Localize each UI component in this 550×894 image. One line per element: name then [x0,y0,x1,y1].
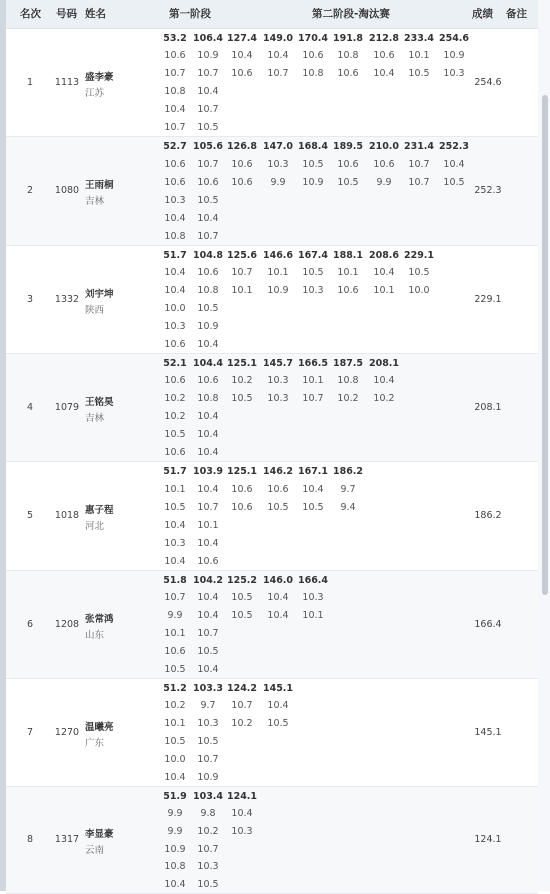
stage2-shot: 10.4 [267,50,289,62]
stage1-total: 51.9 [163,790,187,802]
stage1-shot: 10.6 [197,555,219,567]
stage1-shot: 10.4 [164,519,186,531]
athlete-province: 陕西 [85,304,105,316]
score-cell: 252.3 [474,185,502,196]
stage2-shot: 10.7 [302,393,324,405]
stage1-shot: 10.5 [197,303,219,315]
stage1-shot: 10.4 [197,428,219,440]
stage1-shot: 10.4 [197,610,219,622]
stage2-shot: 10.4 [231,808,253,820]
table-body [6,29,538,894]
stage1-shot: 10.2 [164,393,186,405]
stage1-shot: 10.8 [164,861,186,873]
stage1-shot: 9.9 [167,825,183,837]
number-cell: 1113 [54,76,80,88]
stage1-shot: 10.5 [197,878,219,890]
athlete-province: 山东 [85,629,105,641]
number-cell: 1270 [54,726,80,738]
number-cell: 1080 [54,185,80,196]
stage1-shot: 10.9 [164,843,186,855]
stage2-total: 187.5 [332,357,364,369]
stage1-shot: 10.6 [164,50,186,62]
stage2-total: 233.4 [403,32,435,44]
stage1-shot: 10.9 [197,50,219,62]
stage1-shot: 10.7 [197,753,219,765]
stage1-shot: 10.3 [164,320,186,332]
stage2-shot: 10.7 [231,700,253,712]
stage2-total: 124.1 [226,790,258,802]
stage1-shot: 10.4 [197,446,219,458]
stage2-total: 147.0 [262,140,294,152]
stage1-shot: 10.4 [197,537,219,549]
score-cell: 229.1 [474,293,502,305]
number-cell: 1317 [54,834,80,845]
stage1-shot: 10.3 [197,861,219,873]
rank-cell: 5 [26,510,34,521]
stage2-total: 167.1 [297,465,329,477]
stage2-shot: 10.5 [302,267,324,279]
athlete-name: 温曦亮 [85,721,114,733]
stage2-total: 208.6 [368,249,400,261]
stage2-total: 127.4 [226,32,258,44]
rank-cell: 2 [26,185,34,196]
stage2-shot: 10.4 [267,610,289,622]
stage2-shot: 10.6 [267,483,289,495]
table-header [6,0,538,29]
stage2-total: 168.4 [297,140,329,152]
stage2-total: 125.6 [226,249,258,261]
stage1-shot: 10.4 [164,212,186,224]
stage2-total: 146.2 [262,465,294,477]
stage2-shot: 10.5 [267,718,289,730]
stage1-shot: 10.1 [164,483,186,495]
stage2-shot: 10.4 [231,50,253,62]
stage2-shot: 10.2 [231,375,253,387]
stage1-shot: 10.4 [164,285,186,297]
stage1-shot: 10.5 [197,645,219,657]
stage1-shot: 10.9 [197,771,219,783]
stage2-shot: 10.1 [267,267,289,279]
stage2-shot: 9.9 [270,176,286,188]
table-row [6,246,538,354]
stage2-total: 149.0 [262,32,294,44]
stage2-shot: 10.5 [443,176,465,188]
stage2-shot: 10.2 [373,393,395,405]
stage1-shot: 10.4 [197,483,219,495]
stage2-shot: 10.1 [302,610,324,622]
number-cell: 1079 [54,401,80,413]
score-cell: 186.2 [474,510,502,521]
stage2-total: 125.1 [226,465,258,477]
stage2-shot: 10.3 [267,393,289,405]
stage2-total: 208.1 [368,357,400,369]
stage2-shot: 10.6 [373,158,395,170]
athlete-name: 王铭昊 [85,396,114,408]
stage1-shot: 10.1 [164,718,186,730]
table-row [6,571,538,679]
header-score: 成绩 [472,8,493,20]
stage1-shot: 10.5 [164,663,186,675]
stage2-shot: 10.2 [337,393,359,405]
stage1-shot: 10.6 [164,338,186,350]
stage1-shot: 10.7 [197,230,219,242]
stage1-shot: 10.2 [164,700,186,712]
stage2-shot: 10.4 [443,158,465,170]
stage2-shot: 10.6 [373,50,395,62]
stage2-total: 188.1 [332,249,364,261]
athlete-province: 河北 [85,521,105,532]
stage1-shot: 10.4 [164,267,186,279]
stage1-shot: 10.5 [164,736,186,748]
stage1-shot: 10.3 [164,194,186,206]
stage2-shot: 10.6 [231,158,253,170]
stage1-shot: 10.4 [197,338,219,350]
stage2-shot: 10.7 [408,176,430,188]
stage1-total: 52.7 [163,140,187,152]
table-row [6,137,538,246]
stage2-total: 231.4 [403,140,435,152]
stage2-shot: 10.3 [302,592,324,604]
stage2-shot: 10.5 [302,158,324,170]
athlete-name: 刘宇坤 [85,288,114,300]
athlete-name: 李显豪 [85,829,114,840]
stage2-shot: 10.6 [231,68,253,80]
stage1-shot: 9.9 [167,808,183,820]
stage1-shot: 10.7 [197,103,219,115]
table-row [6,29,538,137]
athlete-province: 吉林 [85,412,105,424]
stage2-shot: 10.4 [373,375,395,387]
stage1-shot: 10.2 [164,411,186,423]
stage1-total: 51.8 [163,574,187,586]
stage2-shot: 10.9 [267,285,289,297]
stage2-shot: 10.5 [267,501,289,513]
stage2-shot: 10.6 [231,483,253,495]
stage2-total: 145.7 [262,357,294,369]
stage2-shot: 10.5 [337,176,359,188]
number-cell: 1208 [54,618,80,630]
number-cell: 1018 [54,510,80,521]
stage1-shot: 10.8 [164,86,186,98]
stage1-shot: 10.4 [197,411,219,423]
athlete-province: 广东 [85,737,105,749]
stage2-shot: 9.4 [340,501,356,513]
stage1-shot: 10.7 [164,68,186,80]
stage1-shot: 10.0 [164,753,186,765]
stage2-shot: 10.6 [302,50,324,62]
stage2-shot: 10.7 [267,68,289,80]
rank-cell: 6 [26,618,34,630]
stage1-shot: 10.5 [197,736,219,748]
stage1-shot: 10.6 [164,375,186,387]
stage2-shot: 10.4 [302,483,324,495]
stage1-shot: 10.9 [197,320,219,332]
stage2-total: 212.8 [368,32,400,44]
rank-cell: 4 [26,401,34,413]
stage1-shot: 10.6 [164,176,186,188]
stage1-shot: 10.6 [197,176,219,188]
stage1-shot: 10.6 [164,446,186,458]
stage2-shot: 10.6 [231,176,253,188]
rank-cell: 1 [26,76,34,88]
stage1-shot: 10.7 [164,121,186,133]
stage1-shot: 10.1 [164,628,186,640]
stage1-shot: 10.2 [197,825,219,837]
stage2-total: 126.8 [226,140,258,152]
stage1-shot: 10.7 [197,628,219,640]
stage1-shot: 9.7 [200,700,216,712]
stage1-shot: 10.6 [164,158,186,170]
table-row [6,462,538,571]
number-cell: 1332 [54,293,80,305]
rank-cell: 8 [26,834,34,845]
athlete-province: 云南 [85,845,105,856]
score-cell: 124.1 [474,834,502,845]
score-cell: 166.4 [474,618,502,630]
stage1-shot: 9.8 [200,808,216,820]
stage1-shot: 10.4 [197,663,219,675]
stage2-shot: 10.1 [408,50,430,62]
stage1-shot: 10.4 [164,878,186,890]
rank-cell: 7 [26,726,34,738]
header-stage1: 第一阶段 [169,8,211,20]
stage2-shot: 10.5 [231,393,253,405]
stage1-total: 104.4 [192,357,224,369]
stage2-shot: 10.0 [408,285,430,297]
results-table [6,0,538,894]
stage2-shot: 10.4 [267,592,289,604]
score-cell: 145.1 [474,726,502,738]
stage2-shot: 10.6 [231,501,253,513]
stage2-shot: 10.6 [337,158,359,170]
stage2-shot: 10.1 [373,285,395,297]
stage2-total: 146.0 [262,574,294,586]
stage2-shot: 10.8 [337,50,359,62]
stage2-shot: 10.8 [337,375,359,387]
stage1-shot: 10.6 [197,267,219,279]
score-cell: 208.1 [474,401,502,413]
stage2-total: 125.1 [226,357,258,369]
stage2-total: 210.0 [368,140,400,152]
stage2-shot: 10.1 [231,285,253,297]
stage1-total: 52.1 [163,357,187,369]
score-cell: 254.6 [474,76,502,88]
stage2-shot: 9.9 [376,176,392,188]
stage2-shot: 10.3 [267,375,289,387]
stage1-shot: 10.8 [197,393,219,405]
stage2-total: 254.6 [438,32,470,44]
stage1-shot: 10.6 [197,375,219,387]
stage1-total: 103.9 [192,465,224,477]
stage2-total: 229.1 [403,249,435,261]
stage1-shot: 10.1 [197,519,219,531]
rank-cell: 3 [26,293,34,305]
stage1-shot: 10.3 [164,537,186,549]
stage2-shot: 10.3 [231,825,253,837]
stage2-shot: 10.1 [302,375,324,387]
stage2-shot: 10.3 [302,285,324,297]
stage1-shot: 10.4 [197,212,219,224]
stage1-shot: 10.7 [197,843,219,855]
stage2-shot: 10.3 [443,68,465,80]
stage2-shot: 10.7 [408,158,430,170]
stage1-total: 104.8 [192,249,224,261]
stage1-shot: 9.9 [167,610,183,622]
table-row [6,787,538,894]
stage1-shot: 10.5 [197,194,219,206]
stage1-shot: 10.6 [164,645,186,657]
stage2-shot: 10.6 [337,68,359,80]
stage1-shot: 10.4 [164,103,186,115]
stage1-shot: 10.4 [164,771,186,783]
table-row [6,679,538,787]
stage1-total: 53.2 [163,32,187,44]
stage1-shot: 10.7 [197,68,219,80]
stage1-total: 103.4 [192,790,224,802]
stage2-total: 186.2 [332,465,364,477]
stage2-shot: 10.2 [231,718,253,730]
stage1-shot: 10.4 [197,86,219,98]
stage1-shot: 10.3 [197,718,219,730]
stage1-shot: 10.0 [164,303,186,315]
stage1-shot: 10.5 [197,121,219,133]
athlete-name: 王雨桐 [85,180,114,191]
athlete-province: 江苏 [85,87,105,99]
stage1-shot: 10.8 [197,285,219,297]
stage2-total: 252.3 [438,140,470,152]
stage2-total: 146.6 [262,249,294,261]
stage1-shot: 10.8 [164,230,186,242]
athlete-province: 吉林 [85,196,105,207]
stage1-shot: 10.5 [164,428,186,440]
stage2-shot: 9.7 [340,483,356,495]
stage1-shot: 10.5 [164,501,186,513]
stage1-shot: 10.4 [197,592,219,604]
stage2-total: 166.4 [297,574,329,586]
stage2-shot: 10.4 [267,700,289,712]
stage2-shot: 10.5 [231,592,253,604]
scrollbar-thumb[interactable] [542,95,548,595]
stage2-shot: 10.5 [408,267,430,279]
athlete-name: 盛李豪 [85,71,114,83]
stage1-total: 106.4 [192,32,224,44]
stage2-total: 124.2 [226,682,258,694]
stage2-shot: 10.1 [337,267,359,279]
stage2-shot: 10.4 [373,267,395,279]
athlete-name: 惠子程 [85,505,114,516]
stage2-total: 145.1 [262,682,294,694]
vertical-scrollbar[interactable] [538,0,550,891]
stage1-shot: 10.7 [197,158,219,170]
athlete-name: 张常鸿 [85,613,114,625]
stage2-total: 167.4 [297,249,329,261]
stage2-shot: 10.7 [231,267,253,279]
table-row [6,354,538,462]
stage1-shot: 10.4 [164,555,186,567]
stage2-total: 125.2 [226,574,258,586]
stage2-shot: 10.3 [267,158,289,170]
stage2-shot: 10.5 [231,610,253,622]
stage2-total: 166.5 [297,357,329,369]
stage2-total: 189.5 [332,140,364,152]
stage2-shot: 10.9 [443,50,465,62]
stage1-total: 51.7 [163,249,187,261]
stage2-shot: 10.4 [373,68,395,80]
header-stage2: 第二阶段-淘汰赛 [312,8,390,20]
header-name: 姓名 [85,8,106,20]
stage2-shot: 10.5 [302,501,324,513]
stage2-shot: 10.8 [302,68,324,80]
stage1-total: 51.7 [163,465,187,477]
header-rank: 名次 [20,8,41,20]
stage1-total: 103.3 [192,682,224,694]
stage1-total: 104.2 [192,574,224,586]
header-note: 备注 [506,8,527,20]
stage1-shot: 10.7 [164,592,186,604]
stage2-shot: 10.5 [408,68,430,80]
stage1-total: 51.2 [163,682,187,694]
stage2-shot: 10.6 [337,285,359,297]
stage2-total: 191.8 [332,32,364,44]
stage2-total: 170.4 [297,32,329,44]
stage1-shot: 10.7 [197,501,219,513]
header-number: 号码 [56,8,77,20]
stage1-total: 105.6 [192,140,224,152]
stage2-shot: 10.9 [302,176,324,188]
